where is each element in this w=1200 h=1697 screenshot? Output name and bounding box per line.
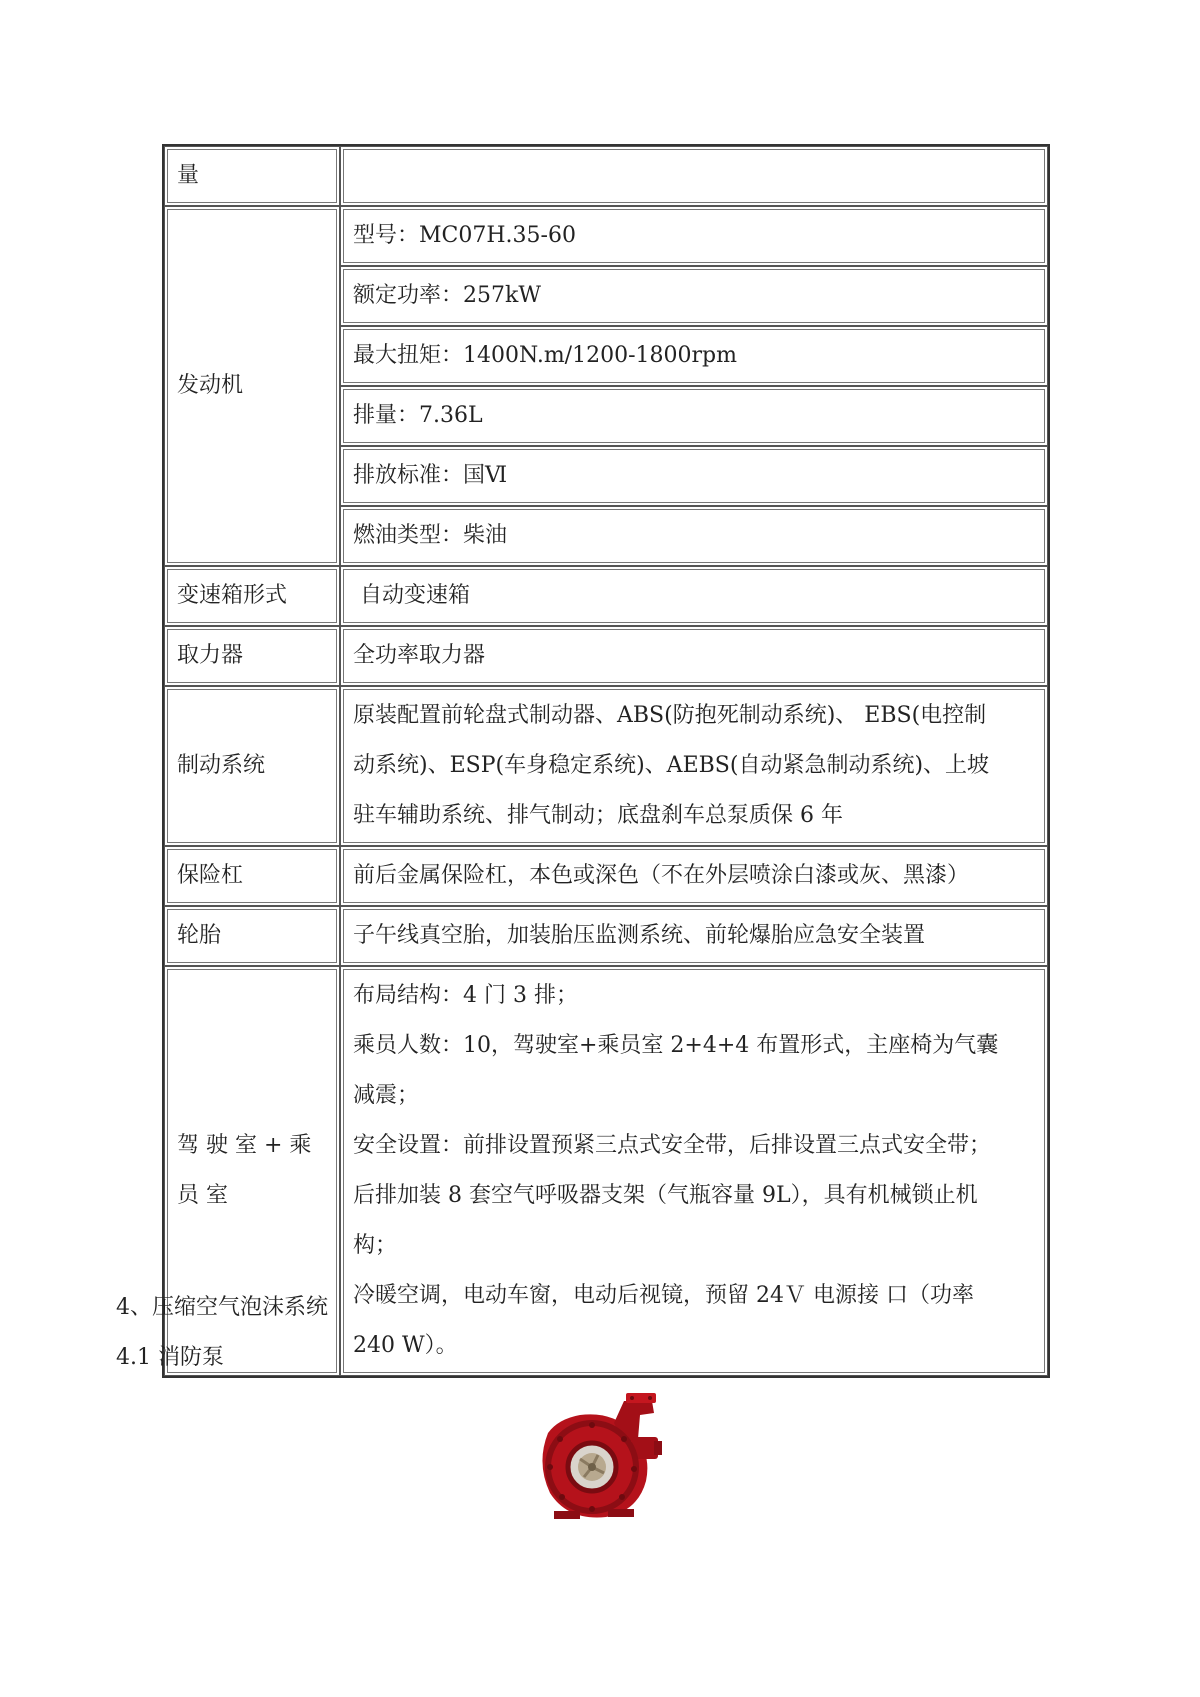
row-label: 保险杠 [164, 846, 340, 906]
fire-pump-icon [528, 1393, 676, 1525]
value-line: 240 W）。 [353, 1333, 458, 1358]
value-line: 后排加装 8 套空气呼吸器支架（气瓶容量 9L），具有机械锁止机 [353, 1183, 978, 1208]
row-value: 型号：MC07H.35-60 [340, 206, 1048, 266]
row-value [340, 686, 1048, 846]
table-row [164, 846, 1048, 906]
row-value: 燃油类型：柴油 [340, 506, 1048, 566]
row-label: 轮胎 [164, 906, 340, 966]
row-value: 额定功率：257kW [340, 266, 1048, 326]
row-label: 制动系统 [164, 686, 340, 846]
value-line: 冷暖空调，电动车窗，电动后视镜，预留 24Ｖ 电源接 口（功率 [353, 1283, 974, 1308]
value-line: 构； [353, 1233, 398, 1258]
row-label: 驾 驶 室 + 乘 员 室 [164, 966, 340, 1376]
section-heading: 4、压缩空气泡沫系统 [116, 1295, 328, 1320]
table-row [164, 146, 1048, 206]
table-row [164, 626, 1048, 686]
row-value: 最大扭矩：1400N.m/1200-1800rpm [340, 326, 1048, 386]
value-line: 驻车辅助系统、排气制动；底盘刹车总泵质保 6 年 [353, 803, 843, 828]
row-label: 取力器 [164, 626, 340, 686]
row-value [340, 966, 1048, 1376]
row-label: 发动机 [164, 206, 340, 566]
table-row [164, 566, 1048, 626]
row-value: 排量：7.36L [340, 386, 1048, 446]
subsection-heading: 4.1 消防泵 [116, 1345, 224, 1370]
value-line: 安全设置：前排设置预紧三点式安全带，后排设置三点式安全带； [353, 1133, 992, 1158]
row-label: 变速箱形式 [164, 566, 340, 626]
value-line: 乘员人数：10，驾驶室+乘员室 2+4+4 布置形式，主座椅为气囊 [353, 1033, 999, 1058]
table-row [164, 686, 1048, 846]
row-value: 子午线真空胎，加装胎压监测系统、前轮爆胎应急安全装置 [340, 906, 1048, 966]
value-line: 减震； [353, 1083, 420, 1108]
row-value: 排放标准：国Ⅵ [340, 446, 1048, 506]
spec-table [162, 144, 1050, 1378]
row-value: 前后金属保险杠，本色或深色（不在外层喷涂白漆或灰、黑漆） [340, 846, 1048, 906]
table-row [164, 206, 1048, 266]
value-line: 动系统)、ESP(车身稳定系统)、AEBS(自动紧急制动系统)、上坡 [353, 753, 990, 778]
value-line: 原装配置前轮盘式制动器、ABS(防抱死制动系统)、 EBS(电控制 [353, 703, 987, 728]
row-label: 量 [164, 146, 340, 206]
table-row [164, 906, 1048, 966]
row-value: 全功率取力器 [340, 626, 1048, 686]
row-value: 自动变速箱 [340, 566, 1048, 626]
row-value [340, 146, 1048, 206]
value-line: 布局结构：4 门 3 排； [353, 983, 578, 1008]
